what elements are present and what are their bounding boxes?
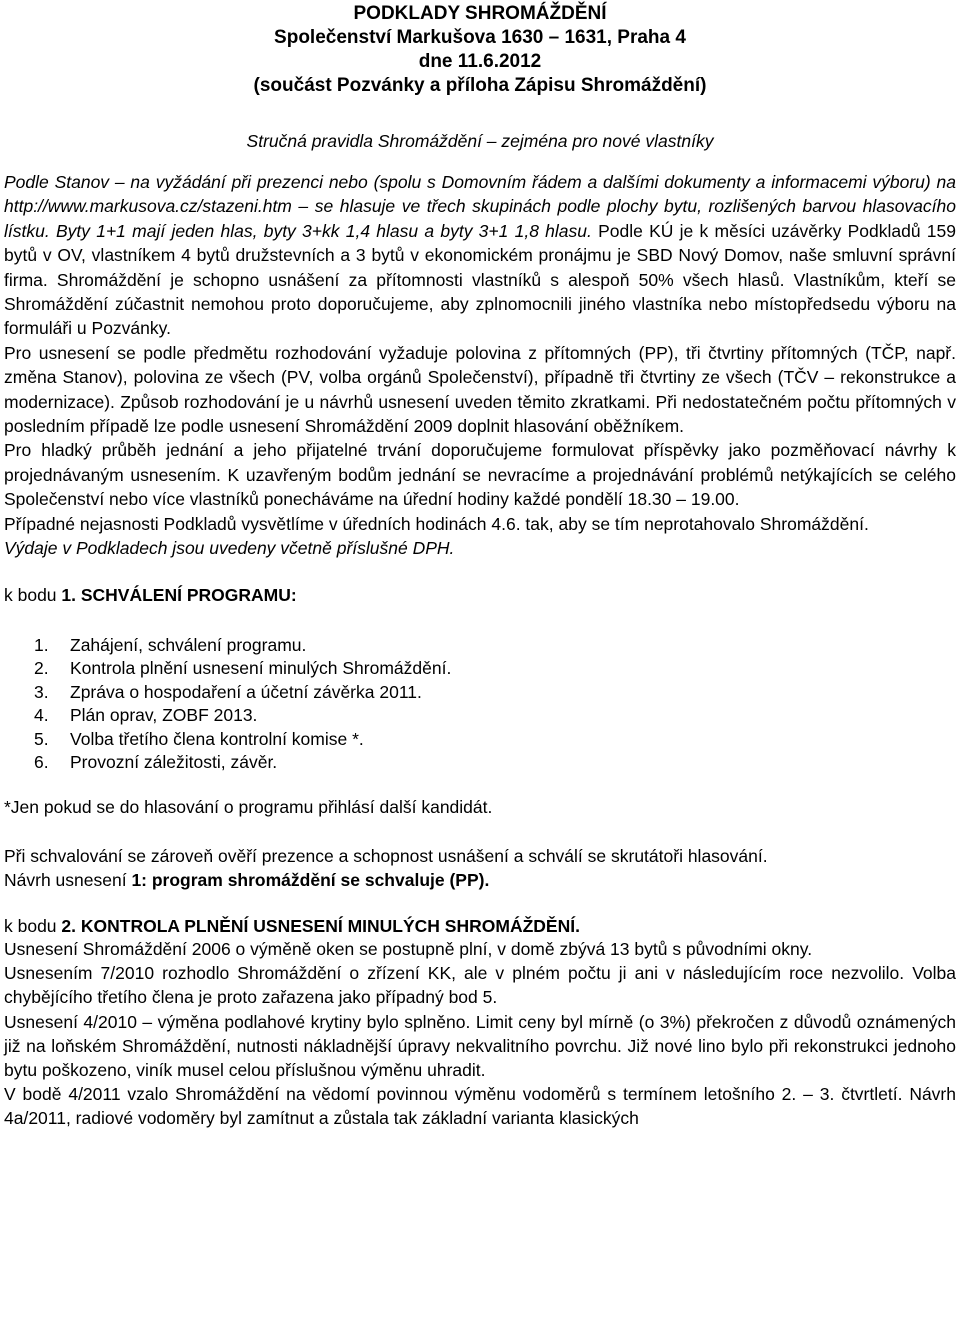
candidate-footnote: *Jen pokud se do hlasování o programu přihlásí další kandidát. [4,797,493,818]
section-2-p3: Usnesení 4/2010 – výměna podlahové krytiny bylo splněno. Limit ceny byl mírně (o 3%) překročen z důvodů oznámených již na loňském Shromáždění, nutnosti nákladnější úpravy nekvalitního povrchu. Již nové lino bylo při rekonstrukci jednoho bytu poškozeno, viník musel celou příslušnou výměnu uhradit. [4,1011,956,1081]
document-note: (součást Pozvánky a příloha Zápisu Shromáždění) [253,75,707,96]
section-2-heading [4,916,956,937]
meeting-date: dne 11.6.2012 [418,51,542,72]
vote-block [4,844,956,892]
program-list [0,634,960,776]
item-number: 2. [34,658,49,679]
proposal-text: 1: program shromáždění se schvaluje (PP). [131,870,490,891]
voting-rules-paragraph [4,341,956,439]
item-text: Kontrola plnění usnesení minulých Shromáždění. [70,658,452,679]
item-number: 1. [34,634,49,655]
voting-rules-text: Pro usnesení se podle předmětu rozhodování vyžaduje polovina z přítomných (PP), tři čtvrtiny přítomných (TČP, např. změna Stanov), polovina ze všech (PV, volba orgánů Společenství), případně tři čtvrtiny ze všech (TČV – rekonstrukce a modernizace). [4,342,956,412]
list-item [0,751,960,775]
rules-subtitle: Stručná pravidla Shromáždění – zejména pro nové vlastníky [246,131,714,151]
procedure-paragraph [4,438,956,511]
intro-proxy-text: Vlastníkům, kteří se Shromáždění zúčastnit nemohou proto doporučujeme, aby zplnomocnili jiného vlastníka nebo místopředsedu výboru na formuláři u Pozvánky. [4,269,956,339]
list-item [0,657,960,681]
clarification-paragraph: Případné nejasnosti Podkladů vysvětlíme v úředních hodinách 4.6. tak, aby se tím neprotahovalo Shromáždění. [4,513,869,534]
proposal-prefix: Návrh usnesení [4,870,132,891]
document-header [0,0,960,98]
list-item [0,681,960,705]
intro-stanovy-text: Podle Stanov – na vyžádání při prezenci nebo (spolu s Domovním řádem a dalšími dokumenty a informacemi výboru) na http://www.markusova.cz/stazeni.htm – se hlasuje ve třech skupinách podle plochy bytu, rozlišených barvou hlasovacího lístku. Byty 1+1 mají jeden hlas, byty 3+kk 1,4 hlasu a byty 3+1 1,8 hlasu. [4,172,956,241]
item-text: Volba třetího člena kontrolní komise *. [70,728,364,749]
voting-circular-text: Při nedostatečném počtu přítomných v posledním případě lze podle usnesení Shromáždění 2009 doplnit hlasování oběžníkem. [4,391,956,437]
list-item [0,728,960,752]
section-1-heading [4,585,956,606]
list-item [0,634,960,658]
item-number: 5. [34,728,49,749]
section-2-p2: Usnesením 7/2010 rozhodlo Shromáždění o zřízení KK, ale v plném počtu ji ani v následujícím roce nezvolilo. Volba chybějícího třetího člena je proto zařazena jako případný bod 5. [4,963,956,1008]
procedure-text: Pro hladký průběh jednání a jeho přijatelné trvání doporučujeme formulovat příspěvky jako pozměňovací návrhy k projednávaným usnesením. [4,440,956,485]
intro-ku-text: Podle KÚ je k měsíci uzávěrky Podkladů 159 bytů v OV, vlastníkem 4 bytů družstevních a 3 bytů v ekonomickém pronájmu je SBD Nový Domov, naše smluvní správní firma. Shromáždění je schopno usnášení za přítomnosti vlastníků s alespoň 50% všech hlasů. [4,220,956,290]
section-2-p1: Usnesení Shromáždění 2006 o výměně oken se postupně plní, v domě zbývá 13 bytů s původními okny. [4,939,813,960]
proposal-1 [4,868,956,892]
voting-abbrev-text: Způsob rozhodování je u návrhů usnesení uveden těmito zkratkami. [120,391,651,412]
item-text: Plán oprav, ZOBF 2013. [70,705,258,726]
item-number: 6. [34,752,49,773]
list-item [0,704,960,728]
section-2-prefix: k bodu [4,916,62,937]
item-number: 4. [34,705,49,726]
section-2-title: 2. KONTROLA PLNĚNÍ USNESENÍ MINULÝCH SHROMÁŽDĚNÍ. [61,916,580,937]
item-text: Zahájení, schválení programu. [70,634,307,655]
item-text: Provozní záležitosti, závěr. [70,752,278,773]
vat-note: Výdaje v Podkladech jsou uvedeny včetně příslušné DPH. [4,538,455,559]
office-hours-text: K uzavřeným bodům jednání se nevracíme a projednávání problémů netýkajících se celého Společenství nebo více vlastníků ponecháváme na úřední hodiny každé pondělí 18.30 – 19.00. [4,464,956,510]
document-title: PODKLADY SHROMÁŽDĚNÍ [353,3,607,24]
organization-name: Společenství Markušova 1630 – 1631, Praha 4 [274,27,686,48]
section-2-p4: V bodě 4/2011 vzalo Shromáždění na vědomí povinnou výměnu vodoměrů s termínem letošního 2. – 3. čtvrtletí. Návrh 4a/2011, radiové vodoměry byl zamítnut a zůstala tak základní varianta klasických [4,1084,956,1129]
intro-paragraph [4,170,956,341]
section-1-prefix: k bodu [4,584,62,605]
item-text: Zpráva o hospodaření a účetní závěrka 2011. [70,681,422,702]
item-number: 3. [34,681,49,702]
vote-text: Při schvalování se zároveň ověří prezence a schopnost usnášení a schválí se skrutátoři hlasování. [4,846,768,867]
section-1-title: 1. SCHVÁLENÍ PROGRAMU: [61,584,297,605]
